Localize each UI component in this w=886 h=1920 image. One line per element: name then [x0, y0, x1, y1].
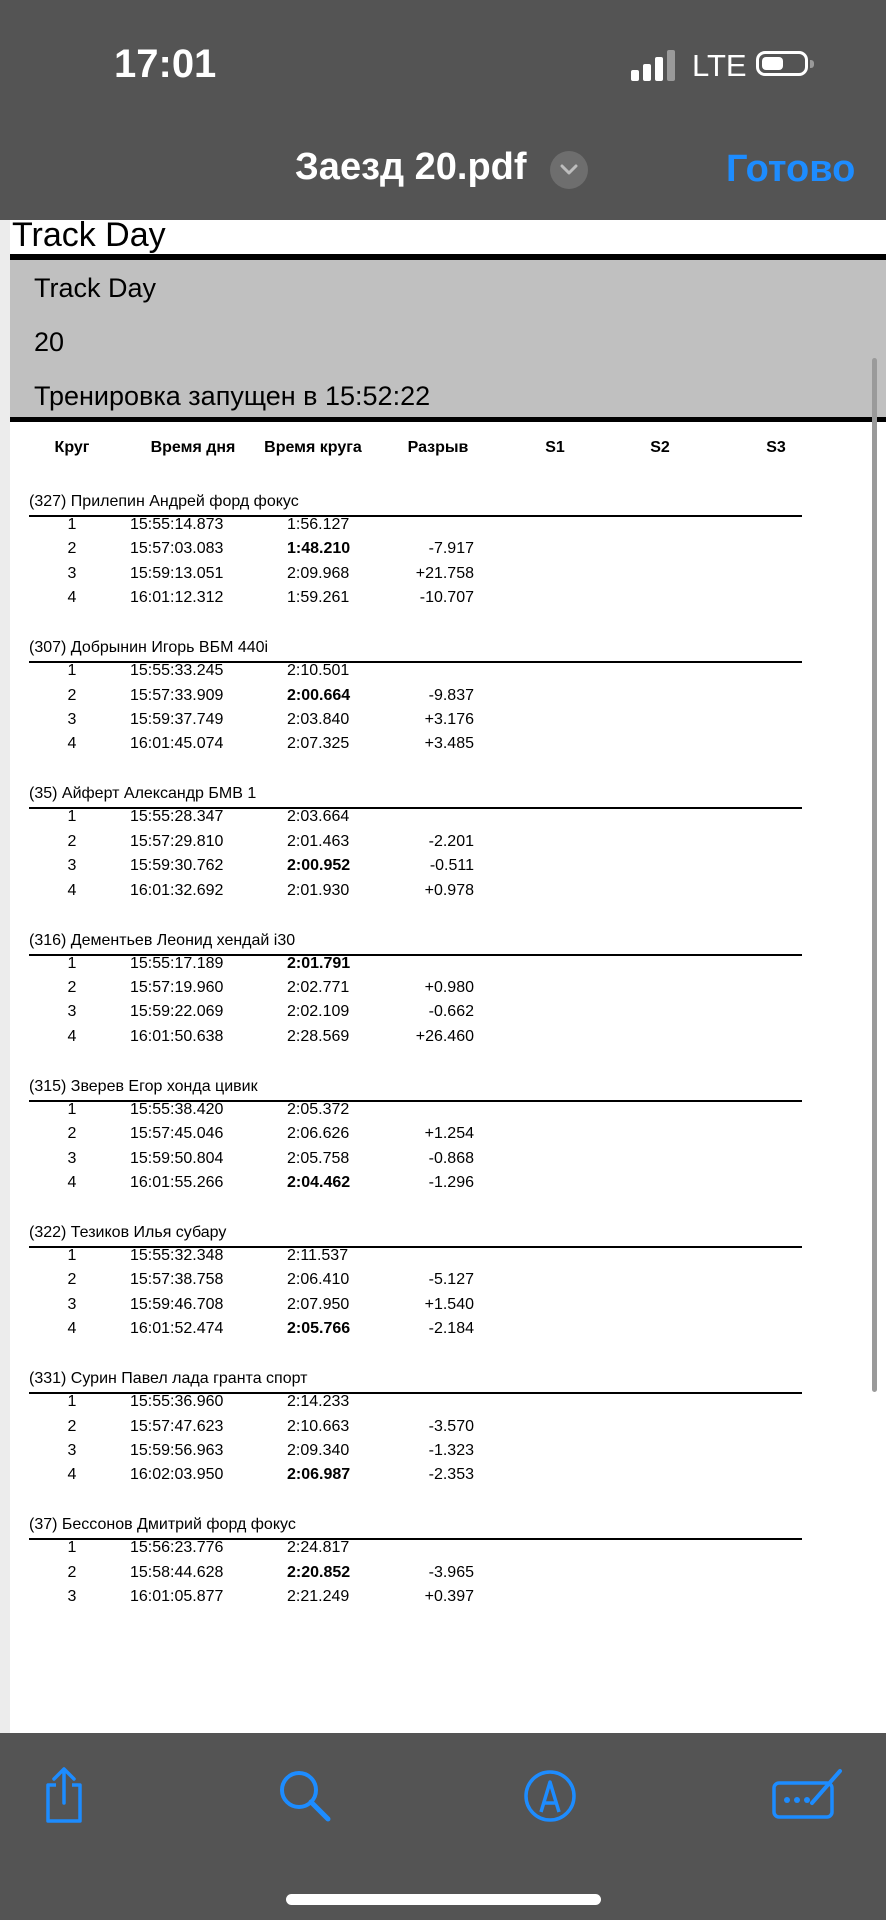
session-number: 20 — [34, 327, 65, 357]
time-of-day: 15:59:22.069 — [130, 1003, 224, 1021]
gap: +1.254 — [424, 1125, 474, 1143]
lap-row — [10, 1271, 886, 1295]
status-bar — [0, 0, 886, 132]
lap-time: 1:59.261 — [287, 589, 350, 607]
lap-time: 2:01.463 — [287, 832, 350, 850]
lap-row — [10, 1418, 886, 1442]
lap-row — [10, 1247, 886, 1271]
lap-row — [10, 1588, 886, 1612]
gap: -2.184 — [428, 1320, 474, 1338]
gap: +0.980 — [424, 978, 474, 996]
driver-name: (331) Сурин Павел лада гранта спорт — [29, 1370, 308, 1388]
driver-name: (327) Прилепин Андрей форд фокус — [29, 493, 299, 510]
lap-time: 2:06.626 — [287, 1125, 350, 1143]
session-start: Тренировка запущен в 15:52:22 — [34, 381, 431, 411]
lap-time: 2:09.968 — [287, 564, 350, 582]
lap-time: 2:01.791 — [287, 954, 351, 972]
lap-time: 2:11.537 — [287, 1247, 349, 1264]
gap: +1.540 — [424, 1295, 474, 1313]
driver-block — [10, 1370, 886, 1520]
lap-row — [10, 540, 886, 564]
time-of-day: 15:59:30.762 — [130, 857, 224, 875]
time-of-day: 16:01:50.638 — [130, 1027, 224, 1045]
lap-row — [10, 808, 886, 832]
lap-time: 2:02.109 — [287, 1003, 350, 1021]
time-of-day: 15:55:33.245 — [130, 662, 224, 680]
gap: -1.323 — [428, 1441, 474, 1459]
battery-icon — [756, 51, 808, 76]
lap-time: 2:10.663 — [287, 1417, 350, 1435]
driver-block — [10, 493, 886, 643]
driver-name: (322) Тезиков Илья субару — [29, 1224, 227, 1241]
gap: -0.662 — [428, 1003, 474, 1021]
driver-block — [10, 639, 886, 789]
driver-block — [10, 932, 886, 1082]
lap-row — [10, 1174, 886, 1198]
gap: +26.460 — [415, 1027, 474, 1045]
lap-row — [10, 662, 886, 686]
lap-time: 2:24.817 — [287, 1539, 350, 1557]
search-icon[interactable] — [274, 1763, 338, 1827]
lap-number: 2 — [67, 1563, 77, 1581]
time-of-day: 16:02:03.950 — [130, 1466, 224, 1484]
time-of-day: 15:55:36.960 — [130, 1393, 224, 1411]
lap-number: 1 — [67, 1100, 77, 1118]
lap-number: 4 — [67, 881, 77, 899]
lap-time: 2:01.930 — [287, 881, 350, 899]
col-lap-time-header: Время круга — [264, 439, 362, 456]
title-menu-chevron-icon[interactable] — [550, 151, 588, 189]
lap-number: 1 — [67, 1247, 77, 1264]
driver-name: (316) Дементьев Леонид хендай i30 — [29, 931, 296, 949]
lap-number: 3 — [67, 1149, 77, 1167]
time-of-day: 16:01:45.074 — [130, 735, 224, 753]
gap: -1.296 — [428, 1173, 474, 1191]
lap-time: 2:00.664 — [287, 686, 351, 704]
lap-number: 4 — [67, 1320, 77, 1338]
markup-icon[interactable] — [518, 1763, 582, 1827]
annotate-icon[interactable] — [770, 1763, 834, 1827]
driver-name: (37) Бессонов Дмитрий форд фокус — [29, 1516, 296, 1534]
lap-row — [10, 565, 886, 589]
lap-number: 3 — [67, 710, 77, 728]
lap-number: 2 — [67, 1271, 77, 1289]
cellular-signal-icon — [631, 49, 677, 81]
pdf-title: Track Day — [12, 220, 166, 254]
time-of-day: 15:57:29.810 — [130, 832, 224, 850]
lap-row — [10, 711, 886, 735]
session-info-box — [10, 260, 886, 418]
lap-time: 2:07.325 — [287, 735, 350, 753]
lap-row — [10, 735, 886, 759]
lap-number: 2 — [67, 832, 77, 850]
gap: -7.917 — [428, 540, 474, 558]
gap: -10.707 — [419, 589, 474, 607]
lap-number: 1 — [67, 954, 77, 972]
divider — [10, 417, 886, 422]
lap-row — [10, 687, 886, 711]
time-of-day: 16:01:05.877 — [130, 1588, 224, 1606]
lap-row — [10, 979, 886, 1003]
time-of-day: 15:55:14.873 — [130, 516, 224, 533]
time-of-day: 15:59:13.051 — [130, 564, 224, 582]
time-of-day: 15:57:38.758 — [130, 1271, 224, 1289]
lap-row — [10, 589, 886, 613]
col-s2-header: S2 — [650, 439, 670, 456]
document-title[interactable]: Заезд 20.pdf — [295, 146, 527, 188]
lap-row — [10, 1393, 886, 1417]
col-s3-header: S3 — [766, 439, 786, 456]
done-button[interactable]: Готово — [726, 148, 856, 190]
lap-time: 2:06.987 — [287, 1466, 351, 1484]
lap-row — [10, 1564, 886, 1588]
lap-row — [10, 955, 886, 979]
time-of-day: 16:01:55.266 — [130, 1173, 224, 1191]
page-edge — [0, 220, 10, 1733]
lap-time: 2:00.952 — [287, 857, 351, 875]
gap: -3.965 — [428, 1563, 474, 1581]
driver-name: (315) Зверев Егор хонда цивик — [29, 1077, 258, 1095]
driver-name: (307) Добрынин Игорь ВБМ 440i — [29, 639, 269, 657]
lap-time: 2:04.462 — [287, 1173, 351, 1191]
gap: +0.978 — [424, 881, 474, 899]
lap-row — [10, 1296, 886, 1320]
lap-number: 2 — [67, 540, 77, 558]
lap-time: 1:48.210 — [287, 540, 351, 558]
time-of-day: 15:55:17.189 — [130, 954, 224, 972]
col-s1-header: S1 — [545, 439, 565, 456]
driver-block — [10, 1224, 886, 1374]
status-time: 17:01 — [114, 42, 217, 86]
pdf-page[interactable] — [10, 220, 886, 1733]
time-of-day: 15:57:03.083 — [130, 540, 224, 558]
time-of-day: 15:57:19.960 — [130, 978, 224, 996]
time-of-day: 15:59:37.749 — [130, 710, 224, 728]
time-of-day: 15:59:50.804 — [130, 1149, 224, 1167]
lap-number: 1 — [67, 662, 77, 680]
driver-block — [10, 1078, 886, 1228]
lap-number: 3 — [67, 1588, 77, 1606]
scroll-indicator[interactable] — [872, 358, 877, 1392]
col-lap-header: Круг — [54, 439, 90, 456]
lap-number: 1 — [67, 808, 77, 826]
lap-number: 4 — [67, 735, 77, 753]
lap-time: 2:05.766 — [287, 1320, 351, 1338]
time-of-day: 15:57:47.623 — [130, 1417, 224, 1435]
time-of-day: 15:57:33.909 — [130, 686, 224, 704]
lap-number: 2 — [67, 978, 77, 996]
lap-time: 2:05.758 — [287, 1149, 350, 1167]
lap-number: 4 — [67, 1027, 77, 1045]
lap-row — [10, 857, 886, 881]
lap-time: 2:20.852 — [287, 1563, 351, 1581]
lap-number: 1 — [67, 1539, 77, 1557]
driver-name: (35) Айферт Александр БМВ 1 — [29, 785, 257, 803]
lap-number: 4 — [67, 1466, 77, 1484]
home-indicator[interactable] — [286, 1894, 601, 1905]
lap-row — [10, 833, 886, 857]
lap-row — [10, 516, 886, 540]
gap: -9.837 — [428, 686, 474, 704]
gap: +0.397 — [424, 1588, 474, 1606]
time-of-day: 15:55:28.347 — [130, 808, 224, 826]
lap-time: 1:56.127 — [287, 516, 350, 533]
lap-time: 2:10.501 — [287, 662, 350, 680]
gap: -0.511 — [429, 857, 474, 875]
lap-number: 1 — [67, 516, 77, 533]
lap-time: 2:28.569 — [287, 1027, 350, 1045]
time-of-day: 15:59:56.963 — [130, 1441, 224, 1459]
lap-row — [10, 1539, 886, 1563]
lap-number: 3 — [67, 564, 77, 582]
lap-number: 2 — [67, 1125, 77, 1143]
lap-time: 2:05.372 — [287, 1100, 350, 1118]
lap-time: 2:06.410 — [287, 1271, 350, 1289]
lap-row — [10, 1125, 886, 1149]
time-of-day: 15:59:46.708 — [130, 1295, 224, 1313]
event-name: Track Day — [34, 273, 157, 303]
lap-time: 2:02.771 — [287, 978, 350, 996]
lap-number: 1 — [67, 1393, 77, 1411]
lap-time: 2:09.340 — [287, 1441, 350, 1459]
lap-number: 3 — [67, 1441, 77, 1459]
gap: +3.176 — [424, 710, 474, 728]
share-icon[interactable] — [32, 1763, 96, 1827]
lap-row — [10, 1150, 886, 1174]
time-of-day: 15:55:38.420 — [130, 1100, 224, 1118]
lap-row — [10, 1466, 886, 1490]
time-of-day: 15:55:32.348 — [130, 1247, 224, 1264]
driver-block — [10, 785, 886, 935]
lap-time: 2:03.840 — [287, 710, 350, 728]
lap-number: 3 — [67, 1003, 77, 1021]
network-type: LTE — [692, 48, 747, 83]
lap-row — [10, 882, 886, 906]
lap-row — [10, 1101, 886, 1125]
time-of-day: 16:01:12.312 — [130, 589, 224, 607]
lap-time: 2:21.249 — [287, 1588, 350, 1606]
gap: -2.201 — [428, 832, 474, 850]
col-time-of-day-header: Время дня — [150, 439, 236, 456]
lap-number: 4 — [67, 1173, 77, 1191]
driver-block — [10, 1516, 886, 1666]
gap: -0.868 — [428, 1149, 474, 1167]
gap: +3.485 — [424, 735, 474, 753]
bottom-toolbar — [0, 1733, 886, 1920]
lap-number: 2 — [67, 686, 77, 704]
lap-number: 3 — [67, 857, 77, 875]
lap-time: 2:03.664 — [287, 808, 350, 826]
gap: -3.570 — [428, 1417, 474, 1435]
lap-row — [10, 1442, 886, 1466]
lap-number: 4 — [67, 589, 77, 607]
gap: +21.758 — [415, 564, 474, 582]
col-gap-header: Разрыв — [407, 439, 469, 456]
time-of-day: 16:01:32.692 — [130, 881, 224, 899]
gap: -2.353 — [428, 1466, 474, 1484]
time-of-day: 16:01:52.474 — [130, 1320, 224, 1338]
lap-number: 3 — [67, 1295, 77, 1313]
lap-time: 2:07.950 — [287, 1295, 350, 1313]
lap-row — [10, 1028, 886, 1052]
time-of-day: 15:57:45.046 — [130, 1125, 224, 1143]
time-of-day: 15:58:44.628 — [130, 1563, 224, 1581]
lap-row — [10, 1320, 886, 1344]
lap-time: 2:14.233 — [287, 1393, 350, 1411]
lap-number: 2 — [67, 1417, 77, 1435]
gap: -5.127 — [428, 1271, 474, 1289]
time-of-day: 15:56:23.776 — [130, 1539, 224, 1557]
lap-row — [10, 1003, 886, 1027]
